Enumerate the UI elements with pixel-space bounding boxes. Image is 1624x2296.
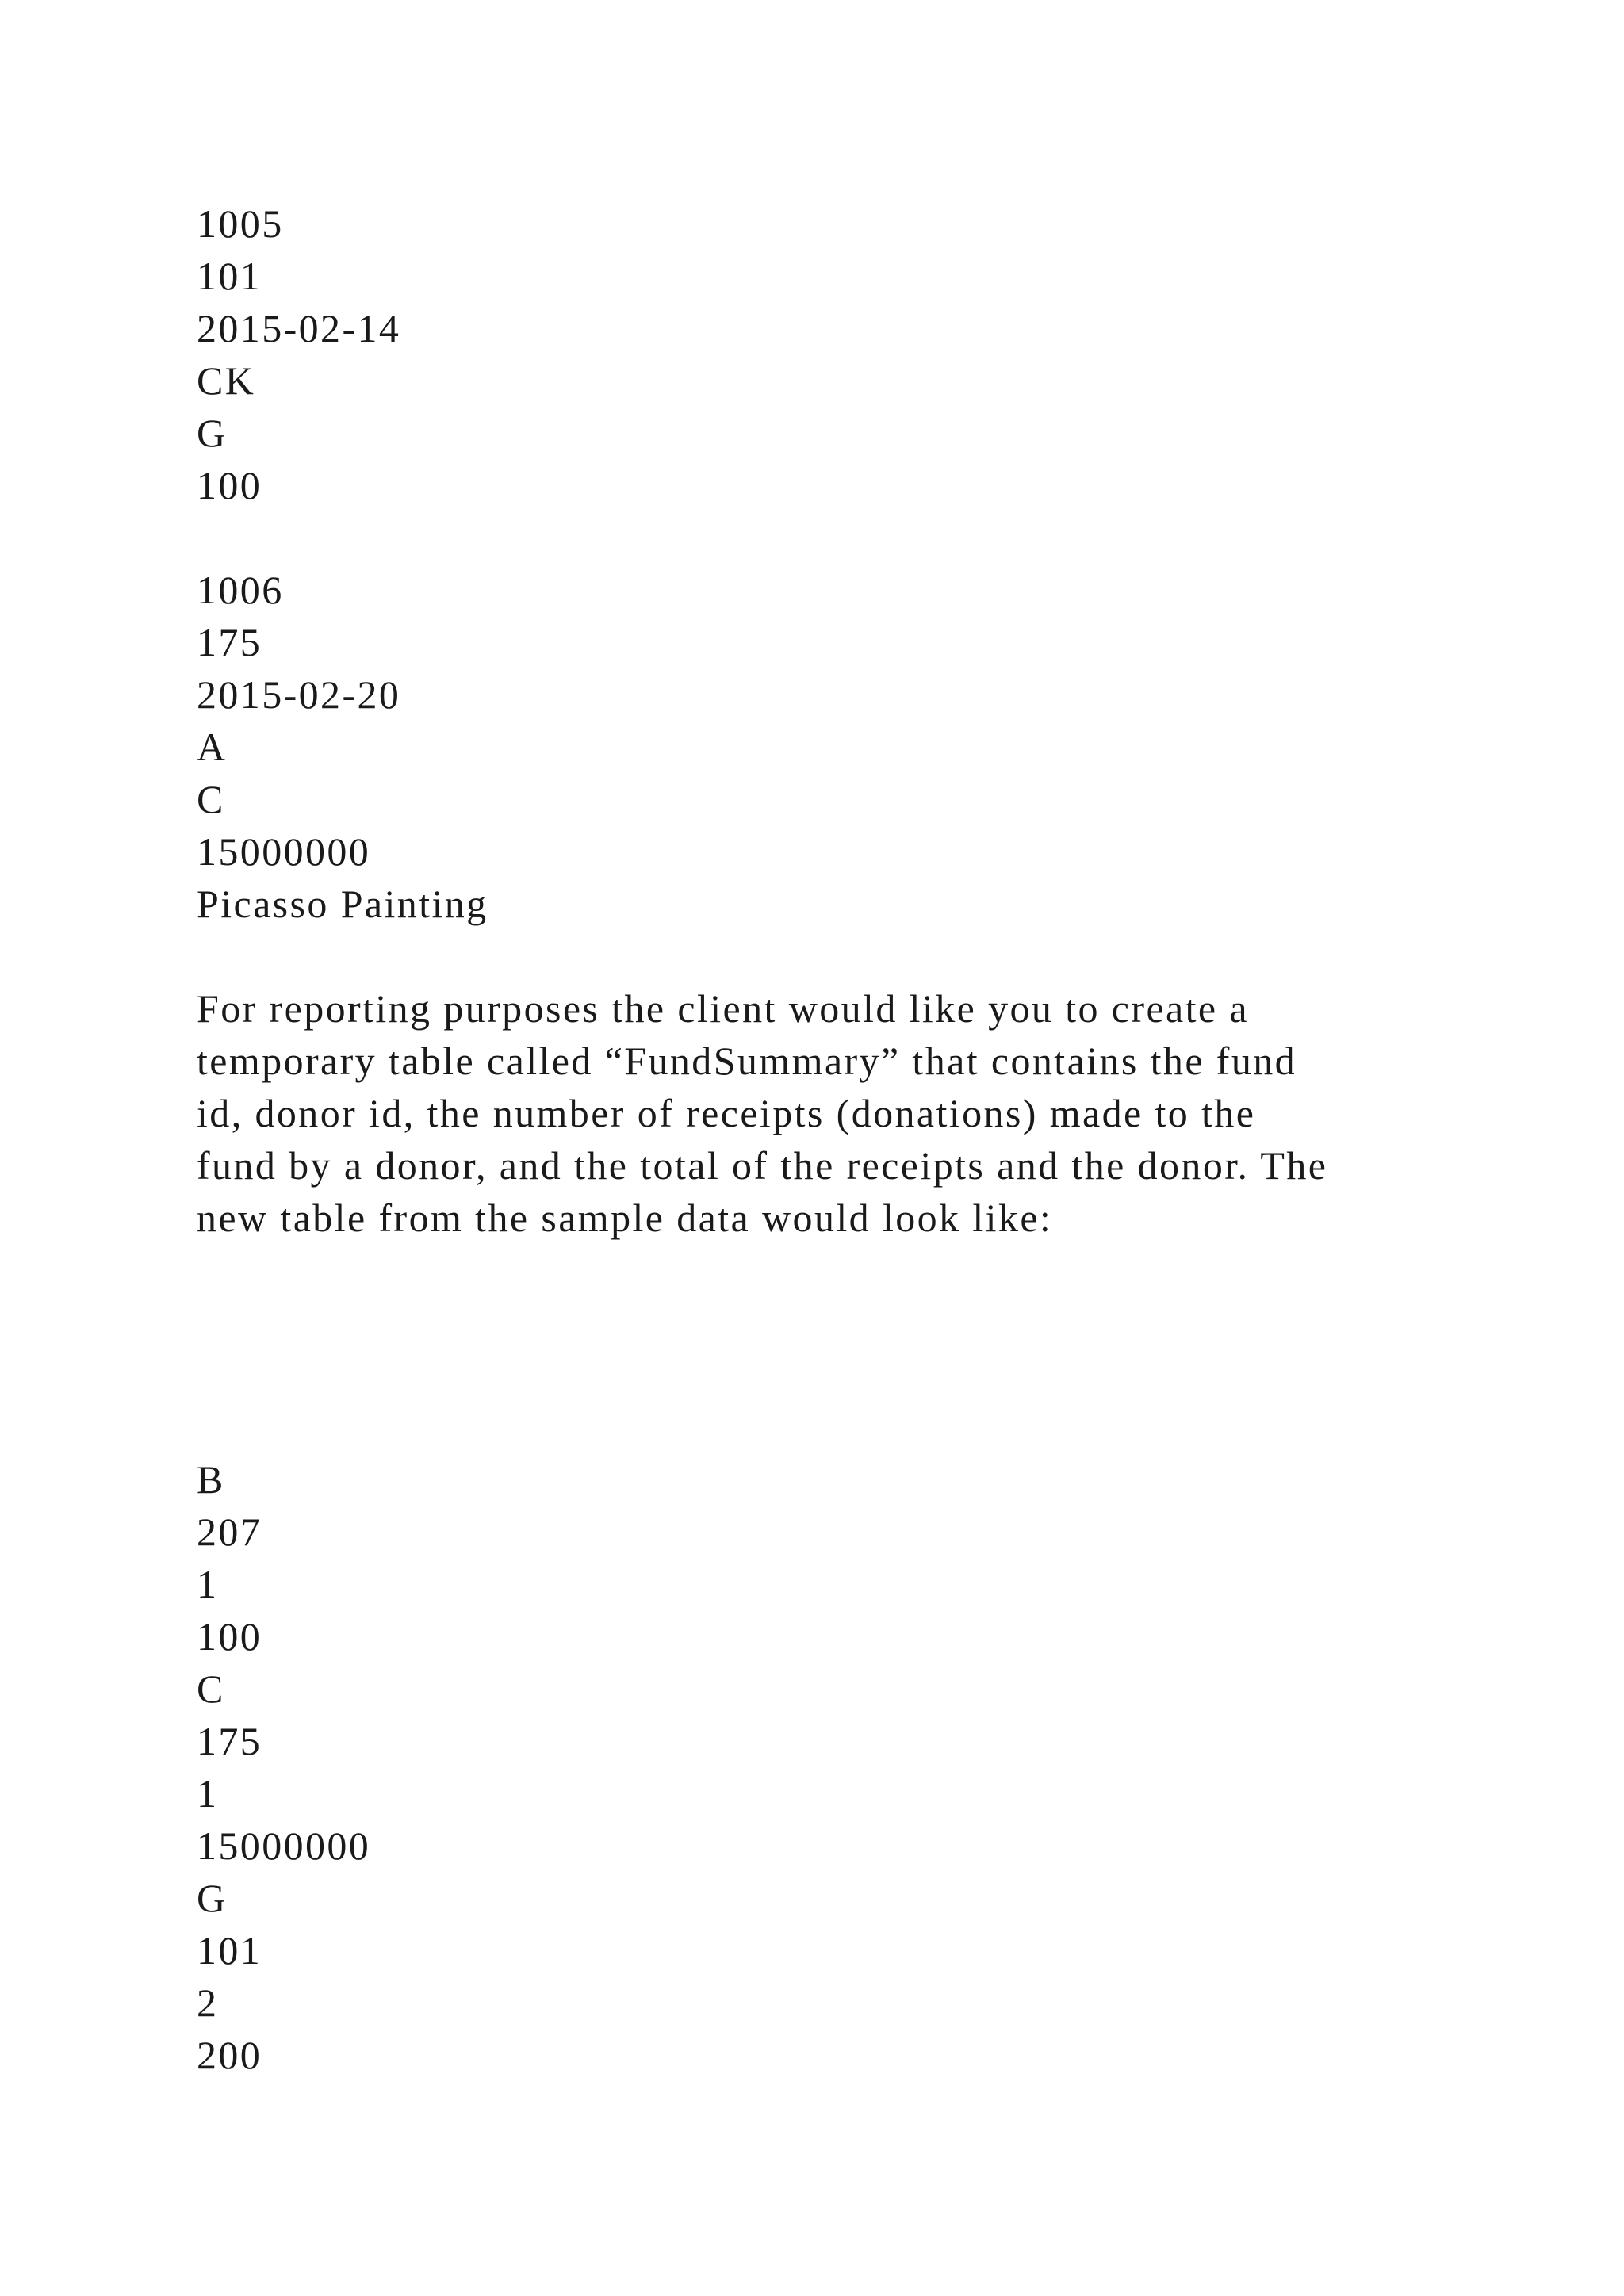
record-1006-type: A xyxy=(197,725,228,769)
summary-receipt-total: 15000000 xyxy=(197,1823,371,1868)
instructions-line: For reporting purposes the client would like you to create a xyxy=(197,986,1250,1031)
record-1005-fund: G xyxy=(197,411,228,455)
record-1006-date: 2015-02-20 xyxy=(197,672,401,717)
summary-receipt-count: 2 xyxy=(197,1980,219,2025)
summary-receipt-total: 200 xyxy=(197,2033,262,2077)
summary-fund-id: G xyxy=(197,1876,228,1920)
record-1005-receipt-id: 1005 xyxy=(197,201,284,246)
summary-donor-id: 175 xyxy=(197,1719,262,1763)
instructions-paragraph xyxy=(197,982,1465,1244)
summary-fund-id: B xyxy=(197,1457,225,1502)
instructions-line: id, donor id, the number of receipts (donations) made to the xyxy=(197,1091,1256,1135)
instructions-line: fund by a donor, and the total of the receipts and the donor. The xyxy=(197,1143,1328,1188)
summary-fund-id: C xyxy=(197,1667,225,1711)
record-1006-receipt-id: 1006 xyxy=(197,568,284,612)
summary-donor-id: 207 xyxy=(197,1510,262,1554)
summary-receipt-count: 1 xyxy=(197,1562,219,1606)
record-1006-donor-id: 175 xyxy=(197,620,262,664)
record-1006-amount: 15000000 xyxy=(197,829,371,874)
record-1006-description: Picasso Painting xyxy=(197,882,488,926)
summary-receipt-total: 100 xyxy=(197,1614,262,1659)
record-1005-date: 2015-02-14 xyxy=(197,306,401,350)
record-1005-donor-id: 101 xyxy=(197,254,262,298)
instructions-line: temporary table called “FundSummary” that contains the fund xyxy=(197,1039,1297,1083)
instructions-line: new table from the sample data would look like: xyxy=(197,1196,1053,1240)
record-1006-fund: C xyxy=(197,777,225,821)
record-1005-amount: 100 xyxy=(197,463,262,507)
record-1005-type: CK xyxy=(197,358,256,403)
summary-receipt-count: 1 xyxy=(197,1771,219,1816)
summary-donor-id: 101 xyxy=(197,1928,262,1973)
